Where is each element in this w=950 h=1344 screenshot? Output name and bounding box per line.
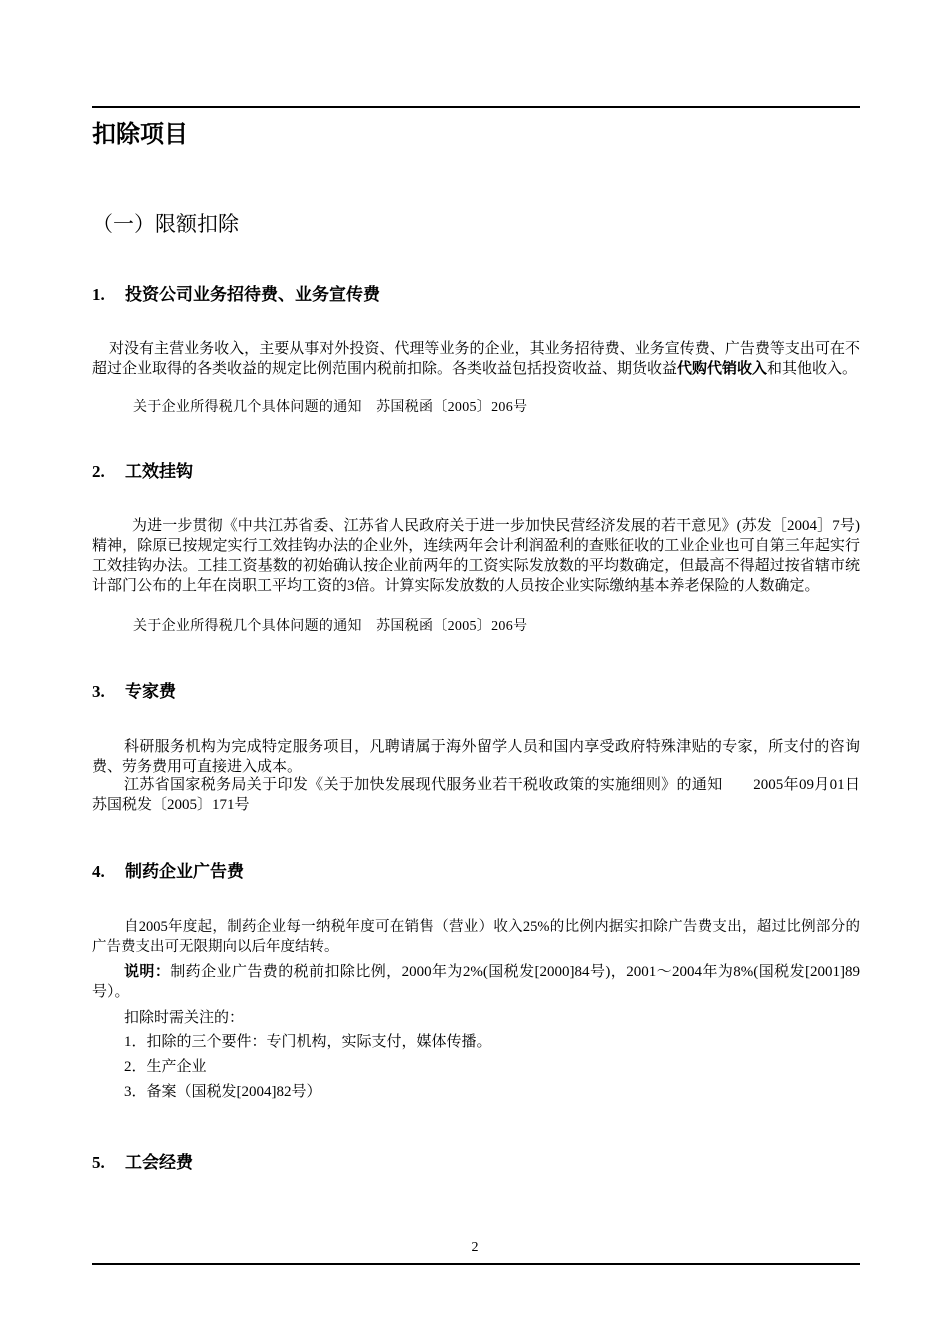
heading-1-number: 1.	[92, 285, 105, 304]
note-text: 制药企业广告费的税前扣除比例，2000年为2%(国税发[2000]84号)，2001～2004年为8%(国税发[2001]89号）。	[92, 964, 860, 1000]
paragraph-1-end: 和其他收入。	[767, 361, 858, 377]
section-subtitle: （一）限额扣除	[92, 212, 239, 236]
source-1: 关于企业所得税几个具体问题的通知 苏国税函〔2005〕206号	[133, 400, 528, 415]
heading-2-number: 2.	[92, 462, 105, 481]
paragraph-3: 科研服务机构为完成特定服务项目，凡聘请属于海外留学人员和国内享受政府特殊津贴的专家，所支付的咨询费、劳务费用可直接进入成本。	[92, 739, 860, 775]
heading-1-text: 投资公司业务招待费、业务宣传费	[125, 285, 380, 305]
heading-2	[92, 457, 193, 482]
source-2: 关于企业所得税几个具体问题的通知 苏国税函〔2005〕206号	[133, 619, 528, 634]
heading-4-text: 制药企业广告费	[125, 862, 244, 882]
paragraph-2: 为进一步贯彻《中共江苏省委、江苏省人民政府关于进一步加快民营经济发展的若干意见》(苏发［2004］7号)精神，除原已按规定实行工效挂钩办法的企业外，连续两年会计利润盈利的查账征收的工业企业也可自第三年起实行工效挂钩办法。工挂工资基数的初始确认按企业前两年的工资实际发放数的平均数确定，但最高不得超过按省辖市统计部门公布的上年在岗职工平均工资的3倍。计算实际发放数的人员按企业实际缴纳基本养老保险的人数确定。	[92, 518, 860, 594]
list-item: 1．扣除的三个要件：专门机构，实际支付，媒体传播。	[124, 1034, 492, 1050]
source-3: 江苏省国家税务局关于印发《关于加快发展现代服务业若干税收政策的实施细则》的通知 2005年09月01日 苏国税发〔2005〕171号	[92, 777, 860, 813]
heading-5	[92, 1148, 193, 1173]
heading-3	[92, 677, 176, 702]
heading-5-text: 工会经费	[125, 1153, 193, 1173]
page-number: 2	[471, 1240, 479, 1255]
paragraph-1	[92, 339, 860, 379]
heading-3-text: 专家费	[125, 682, 176, 702]
footer-rule	[92, 1263, 860, 1265]
paragraph-1-bold: 代购代销收入	[677, 361, 768, 377]
page-title: 扣除项目	[92, 120, 188, 148]
note-4	[92, 962, 860, 1002]
paragraph-4: 自2005年度起，制药企业每一纳税年度可在销售（营业）收入25%的比例内据实扣除广告费支出，超过比例部分的广告费支出可无限期向以后年度结转。	[92, 919, 860, 955]
heading-3-number: 3.	[92, 682, 105, 701]
heading-4	[92, 857, 244, 882]
note-label: 说明：	[124, 964, 171, 980]
heading-4-number: 4.	[92, 862, 105, 881]
list-item: 2．生产企业	[124, 1059, 207, 1075]
attention-line: 扣除时需关注的：	[124, 1010, 245, 1026]
heading-5-number: 5.	[92, 1153, 105, 1172]
heading-1	[92, 280, 380, 305]
heading-2-text: 工效挂钩	[125, 462, 193, 482]
paragraph-1-text: 对没有主营业务收入，主要从事对外投资、代理等业务的企业，其业务招待费、业务宣传费、广告费等支出可在不超过企业取得的各类收益的规定比例范围内税前扣除。各类收益包括投资收益、期货收益	[92, 341, 860, 377]
header-rule	[92, 106, 860, 108]
list-item: 3．备案（国税发[2004]82号）	[124, 1084, 322, 1100]
